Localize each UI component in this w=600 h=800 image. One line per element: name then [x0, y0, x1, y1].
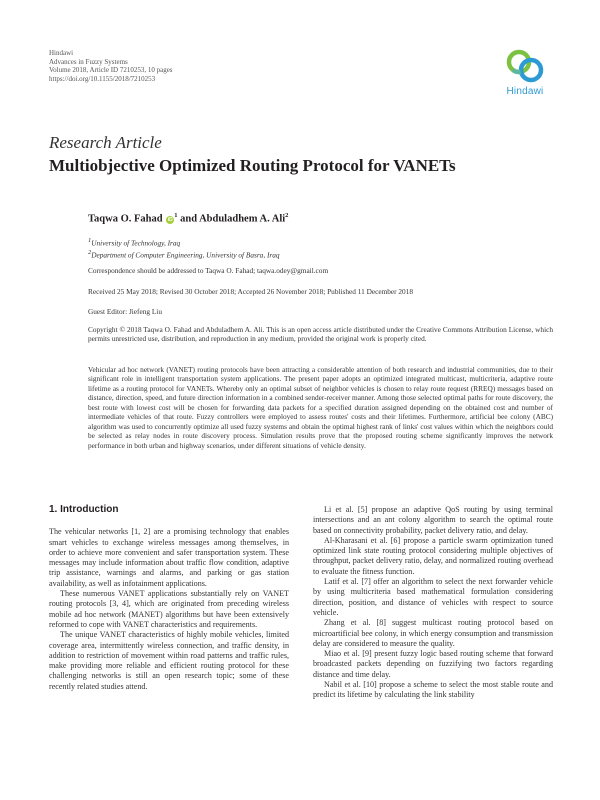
author-2-affil-marker: 2 — [285, 212, 289, 219]
affiliations — [88, 236, 553, 260]
affiliation-1-text: University of Technology, Iraq — [91, 238, 181, 248]
paragraph: Zhang et al. [8] suggest multicast routing protocol based on microartificial bee colony, in which energy consumption and transmission delay are considered to measure the quality. — [313, 618, 553, 648]
copyright-notice: Copyright © 2018 Taqwa O. Fahad and Abduladhem A. Ali. This is an open access article distributed under the Creative Commons Attribution License, which permits unrestricted use, distribution, and reproduction in any medium, provided the original work is properly cited. — [88, 325, 553, 344]
doi-link[interactable]: https://doi.org/10.1155/2018/7210253 — [49, 74, 156, 83]
paragraph: Latif et al. [7] offer an algorithm to select the next forwarder vehicle by using multicriteria based mathematical formulation considering direction, position, and distance of vehicles with respect to source vehicle. — [313, 577, 553, 617]
affiliation-2-marker: 2 — [88, 248, 92, 256]
orcid-icon[interactable]: iD — [167, 216, 173, 223]
affiliation-1 — [88, 236, 553, 248]
article-type: Research Article — [49, 133, 162, 152]
paper-title: Multiobjective Optimized Routing Protocol for VANETs — [49, 156, 456, 175]
abstract: Vehicular ad hoc network (VANET) routing protocols have been attracting a considerable attention of both research and industrial communities, due to their significant role in intelligent transportation system applications. The present paper adopts an optimized integrated multicast, multicriteria, adaptive route lifetime as a routing protocol for VANETs. Whereby only an optimal subset of neighbor vehicles is chosen to relay route request (RREQ) messages based on distance, direction, speed, and future direction information in a combined sender-receiver manner. Among those selected optimal paths for route discovery, the best route with lowest cost will be chosen for forwarding data packets for a specified duration assigned depending on the obtained cost and number of intermediate vehicles of that route. Fuzzy controllers were employed to assess routes' costs and their lifetimes. Furthermore, artificial bee colony (ABC) algorithm was used to concurrently optimize all used fuzzy systems and obtain the optimal highest rank of links' cost values within which the neighbors could be selected as relay nodes in route discovery process. Simulation results prove that the proposed routing scheme significantly improves the network performance in both urban and highway scenarios, under different situations of vehicle density. — [88, 365, 553, 450]
paragraph: Nabil et al. [10] propose a scheme to select the most stable route and predict its lifetime by calculating the link stability — [313, 680, 553, 700]
author-2[interactable]: and Abduladhem A. Ali — [180, 213, 286, 225]
paragraph: Li et al. [5] propose an adaptive QoS routing by using terminal intersections and an ant colony algorithm to search the optimal route based on connectivity probability, packet delivery ratio, and delay. — [313, 505, 553, 535]
affiliation-2-text: Department of Computer Engineering, University of Basra, Iraq — [91, 250, 280, 260]
journal-name: Advances in Fuzzy Systems — [49, 57, 128, 66]
paragraph: Miao et al. [9] present fuzzy logic based routing scheme that forward broadcasted packets depending on fuzzifying two factors regarding distance and time delay. — [313, 649, 553, 679]
dates: Received 25 May 2018; Revised 30 October 2018; Accepted 26 November 2018; Published 11 December 2018 — [88, 287, 413, 296]
journal-info — [49, 49, 173, 83]
hindawi-logo-icon — [505, 46, 545, 86]
guest-editor: Guest Editor: Jiefeng Liu — [88, 307, 162, 316]
paragraph: The vehicular networks [1, 2] are a promising technology that enables smart vehicles to exchange wireless messages among themselves, in order to achieve more convenient and safer transportation system. These messages may include information about traffic flow condition, adaptive trip assistance, warnings and alarms, and parking or gas station availability, as well as infotainment applications. — [49, 527, 289, 588]
paragraph: The unique VANET characteristics of highly mobile vehicles, limited coverage area, intermittently wireless connection, and traffic density, in addition to restriction of movement within road patterns and traffic rules, make providing more reliable and efficient routing protocol for these challenging networks is still an open research topic; some of these recently related studies attend. — [49, 630, 289, 691]
author-line — [88, 212, 288, 225]
publisher-name: Hindawi — [49, 49, 74, 57]
affiliation-2 — [88, 248, 553, 260]
left-column — [49, 505, 289, 692]
logo-text: Hindawi — [506, 86, 544, 97]
affiliation-1-marker: 1 — [88, 237, 92, 244]
volume-info: Volume 2018, Article ID 7210253, 10 pages — [49, 66, 173, 75]
author-1-affil-marker: 1 — [174, 212, 178, 219]
section-heading: 1. Introduction — [49, 504, 119, 515]
hindawi-logo — [495, 46, 555, 106]
author-1[interactable]: Taqwa O. Fahad — [88, 213, 163, 225]
paragraph: These numerous VANET applications substantially rely on VANET routing protocols [3, 4], which are originated from preceding wireless mobile ad hoc network (MANET) algorithms but have been extensively reformed to cope with VANET characteristics and requirements. — [49, 589, 289, 629]
right-column — [313, 505, 553, 701]
paragraph: Al-Kharasani et al. [6] propose a particle swarm optimization tuned optimized link state routing protocol considering multiple objectives of throughput, packet delivery ratio, delay, and normalized routing overhead to evaluate the fitness function. — [313, 535, 553, 576]
correspondence: Correspondence should be addressed to Taqwa O. Fahad; taqwa.odey@gmail.com — [88, 266, 329, 275]
